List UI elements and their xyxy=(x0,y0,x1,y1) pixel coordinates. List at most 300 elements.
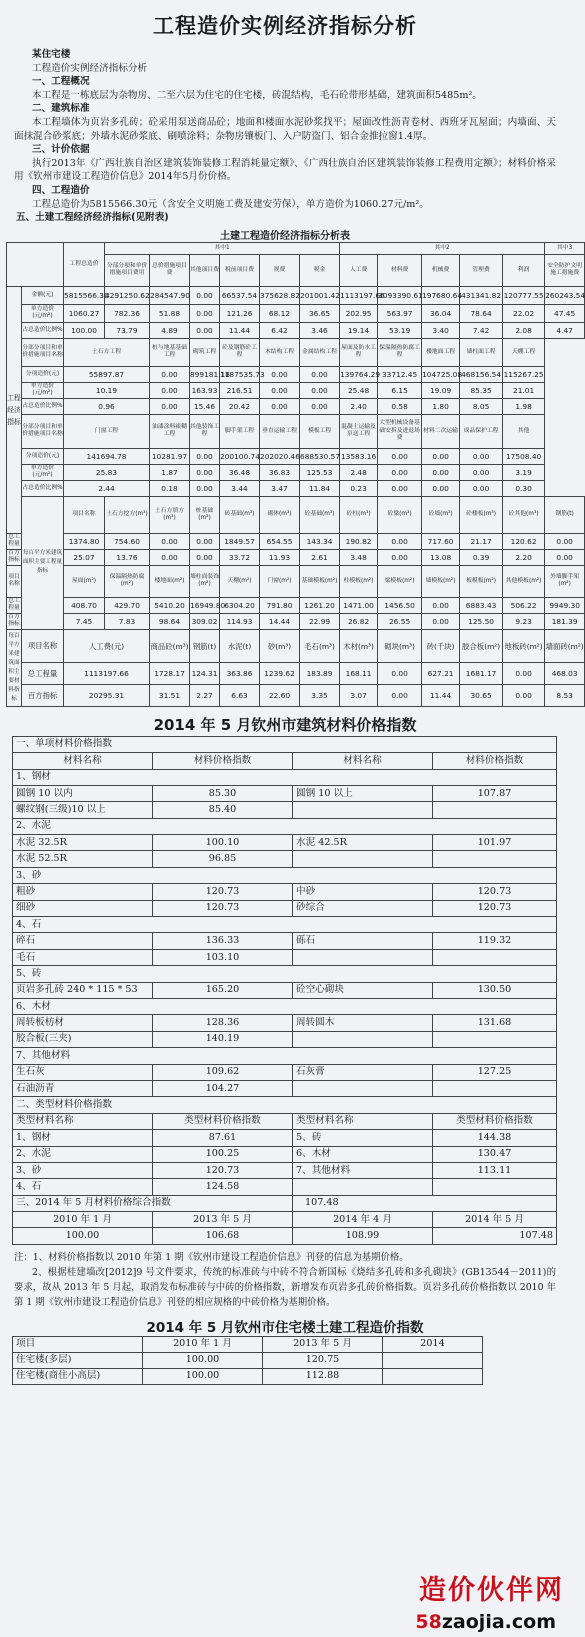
item-name: 砼其他(m³) xyxy=(503,496,545,533)
section-row: 一、单项材料价格指数 xyxy=(13,736,557,752)
table-cell: 68.12 xyxy=(260,304,300,322)
header-cell: 材料费 xyxy=(378,254,422,286)
material-index: 120.73 xyxy=(153,900,293,916)
table-cell: 9.23 xyxy=(503,613,545,629)
material-name: 周转板枋材 xyxy=(13,1015,153,1031)
category-row: 6、木材 xyxy=(13,998,557,1014)
material-index: 136.33 xyxy=(153,933,293,949)
period-header: 2010 年 1 月 xyxy=(13,1212,153,1228)
table-cell: 0.00 xyxy=(150,533,190,549)
material-index: 104.27 xyxy=(153,1080,293,1096)
table-cell: 0.00 xyxy=(260,366,300,382)
table-cell: 0.30 xyxy=(503,480,545,496)
table-cell: 190.82 xyxy=(340,533,378,549)
table-cell: 200100.74 xyxy=(220,448,260,464)
table-row xyxy=(7,338,585,366)
item-name: 土石方填方(m³) xyxy=(150,496,190,533)
table-row xyxy=(13,982,557,998)
table-cell: 197680.64 xyxy=(422,286,460,304)
header-cell: 其中3 xyxy=(545,242,585,254)
table-cell: 36.83 xyxy=(260,464,300,480)
header-cell: 材料价格指数 xyxy=(433,753,557,769)
material-index: 100.25 xyxy=(153,1146,293,1162)
category-row: 3、砂 xyxy=(13,867,557,883)
table-cell: 30.65 xyxy=(460,685,503,707)
table-cell: 100.00 xyxy=(64,322,105,338)
table-cell: 0.39 xyxy=(460,549,503,565)
material-name: 细砂 xyxy=(13,900,153,916)
table-cell: 563.97 xyxy=(378,304,422,322)
table-cell: 25.48 xyxy=(340,382,378,398)
header-cell: 其中2 xyxy=(340,242,545,254)
table-cell: 104725.08 xyxy=(422,366,460,382)
intro-subtitle: 工程造价实例经济指标分析 xyxy=(32,62,148,74)
table-cell: 0.00 xyxy=(190,533,220,549)
item-name: 混凝土运输及泵送工程 xyxy=(340,414,378,448)
table-cell: 114.93 xyxy=(220,613,260,629)
table-cell: 201001.42 xyxy=(300,286,340,304)
material-name: 粗砂 xyxy=(13,884,153,900)
material-index: 124.58 xyxy=(153,1179,293,1195)
project-name: 某住宅楼 xyxy=(32,49,71,60)
row-label: 项目名称 xyxy=(22,629,64,663)
item-name: 成品保护工程 xyxy=(460,414,503,448)
table-cell: 5815566.30 xyxy=(64,286,105,304)
material-index: 165.20 xyxy=(153,982,293,998)
table-row xyxy=(13,736,557,752)
item-name: 胶合板(m²) xyxy=(460,629,503,663)
item-name: 桩基础(m³) xyxy=(190,496,220,533)
table-cell: 36.04 xyxy=(422,304,460,322)
category-row: 4、石 xyxy=(13,917,557,933)
item-name: 墙面砖(m²) xyxy=(545,629,585,663)
table-cell: 73.79 xyxy=(105,322,150,338)
row-label: 项目名称 xyxy=(7,565,22,597)
table-cell: 0.00 xyxy=(190,480,220,496)
material-name: 水泥 52.5R xyxy=(13,851,153,867)
table-cell: 14.44 xyxy=(260,613,300,629)
header-cell: 类型材料价格指数 xyxy=(153,1113,293,1129)
period-value: 107.48 xyxy=(433,1228,557,1244)
material-name: 石油沥青 xyxy=(13,1080,153,1096)
table-row xyxy=(13,1048,557,1064)
row-label: 分部分项目和单价措施项目名称 xyxy=(22,414,64,448)
item-name: 木材(m³) xyxy=(340,629,378,663)
table-cell: 120777.55 xyxy=(503,286,545,304)
item-name: 天棚工程 xyxy=(503,338,545,366)
table-cell: 125.50 xyxy=(460,613,503,629)
material-index: 85.30 xyxy=(153,785,293,801)
section-text-4: 工程总造价为5815566.30元（含安全文明施工费及建安劳保），单方造价为1060.27元/m²。 xyxy=(32,198,429,210)
material-name: 毛石 xyxy=(13,949,153,965)
row-label: 总工程量 xyxy=(8,598,20,612)
table-cell: 0.00 xyxy=(150,382,190,398)
material-name: 圆钢 10 以上 xyxy=(293,785,433,801)
table-row xyxy=(7,533,585,549)
table-cell: 3.46 xyxy=(300,322,340,338)
page-title: 工程造价实例经济指标分析 xyxy=(153,14,417,38)
table-row xyxy=(13,1212,557,1228)
material-name: 1、钢材 xyxy=(13,1130,153,1146)
table-cell: 431341.82 xyxy=(460,286,503,304)
table-cell: 13.08 xyxy=(422,549,460,565)
materials-table xyxy=(12,736,557,1245)
section-text-2: 本工程墙体为页岩多孔砖；砼采用泵送商品砼；地面和楼面水泥砂浆找平；屋面改性沥青卷材、西班牙瓦屋面；内墙面、天面抹混合砂浆底；外墙水泥砂浆底、刷喷涂料；杂物房镶板门、入户防盗门、铝合金推拉窗1.4厚。 xyxy=(14,116,556,142)
residential-index-table xyxy=(12,1336,483,1385)
table-cell: 309.02 xyxy=(190,613,220,629)
period-value: 100.00 xyxy=(13,1228,153,1244)
period-header: 2013 年 5 月 xyxy=(153,1212,293,1228)
header-cell: 机械费 xyxy=(422,254,460,286)
table-cell: 1681.17 xyxy=(460,663,503,685)
item-name: 柱模板(m²) xyxy=(340,565,378,597)
table-cell: 0.00 xyxy=(150,549,190,565)
index-value: 112.88 xyxy=(263,1368,383,1384)
table-row xyxy=(13,802,557,818)
table-cell: 2.40 xyxy=(340,398,378,414)
table-row xyxy=(13,1097,557,1113)
table-row xyxy=(7,286,585,304)
table-cell: 7.83 xyxy=(105,613,150,629)
item-name: 钢筋(t) xyxy=(190,629,220,663)
table-cell: 0.00 xyxy=(545,533,585,549)
table-cell: 688530.57 xyxy=(300,448,340,464)
table-cell: 1471.00 xyxy=(340,597,378,613)
table-row xyxy=(7,242,585,254)
table-cell: 47.45 xyxy=(545,304,585,322)
item-name: 天棚(m²) xyxy=(220,565,260,597)
table-cell: 8.05 xyxy=(460,398,503,414)
table-cell: 124.31 xyxy=(190,663,220,685)
material-name xyxy=(293,1031,433,1047)
table-row xyxy=(13,1336,483,1352)
table-cell: 3.44 xyxy=(220,480,260,496)
material-name: 胶合板(三夹) xyxy=(13,1031,153,1047)
section-heading-4: 四、工程造价 xyxy=(32,184,90,196)
table-cell: 121.26 xyxy=(220,304,260,322)
table-row xyxy=(7,663,585,685)
material-index: 100.10 xyxy=(153,835,293,851)
period-value: 106.68 xyxy=(153,1228,293,1244)
table-row xyxy=(13,1352,483,1368)
material-name: 生石灰 xyxy=(13,1064,153,1080)
material-index: 85.40 xyxy=(153,802,293,818)
table-cell: 6883.43 xyxy=(460,597,503,613)
table-cell: 0.00 xyxy=(300,398,340,414)
index-value: 100.00 xyxy=(143,1352,263,1368)
item-name: 楼地面(m²) xyxy=(150,565,190,597)
table-cell: 0.00 xyxy=(378,685,422,707)
header-cell: 项目 xyxy=(13,1336,143,1352)
table-cell: 0.00 xyxy=(190,464,220,480)
category-row: 2、水泥 xyxy=(13,818,557,834)
table-cell: 1374.80 xyxy=(64,533,105,549)
watermark-url-b: zaojia.com xyxy=(441,1611,556,1633)
material-index: 120.73 xyxy=(153,884,293,900)
category-row: 7、其他材料 xyxy=(13,1048,557,1064)
table-cell: 120.62 xyxy=(503,533,545,549)
table-cell: 0.00 xyxy=(460,464,503,480)
table-row xyxy=(13,1228,557,1244)
item-name: 墙柱面装饰(m²) xyxy=(190,565,220,597)
item-name: 砼墙(m³) xyxy=(422,496,460,533)
row-label: 总工程量 xyxy=(8,534,20,548)
item-name: 其他装饰工程 xyxy=(190,414,220,448)
note-2: 2、根据桂建墙改[2012]9 号文件要求，传统的标准砖与中砖不符合新国标《烧结多孔砖和多孔砌块》(GB13544－2011)的要求，故从 2013 年 5 月起，取消发布标准砖与中砖的价格指数，新增发布页岩多孔砖价格指数。页岩多孔砖价格指数以 2010 年第 1 期《钦州市建设工程造价信息》刊登的相应规格的中砖价格为基期价格。 xyxy=(14,1266,556,1308)
row-side-label: 每百平方米建筑面积主要工程量指标 xyxy=(22,496,64,629)
table-cell: 0.00 xyxy=(190,304,220,322)
table-cell: 168.11 xyxy=(340,663,378,685)
material-index xyxy=(433,949,557,965)
index-value: 120.75 xyxy=(263,1352,383,1368)
material-name: 砼空心砌块 xyxy=(293,982,433,998)
table-cell: 284547.90 xyxy=(150,286,190,304)
table-cell: 260243.54 xyxy=(545,286,585,304)
watermark-url-a: 58 xyxy=(415,1611,442,1633)
item-name: 砼梁(m³) xyxy=(378,496,422,533)
table-row xyxy=(13,1162,557,1178)
table-row xyxy=(7,613,585,629)
table-cell: 6.15 xyxy=(378,382,422,398)
table-cell: 0.00 xyxy=(378,448,422,464)
item-name: 水泥(t) xyxy=(220,629,260,663)
table-cell: 7.45 xyxy=(64,613,105,629)
material-index: 144.38 xyxy=(433,1130,557,1146)
period-header: 2014 年 4 月 xyxy=(293,1212,433,1228)
item-name: 墙模板(m²) xyxy=(422,565,460,597)
table-row xyxy=(7,549,585,565)
table-cell: 36.65 xyxy=(300,304,340,322)
table-cell: 7.42 xyxy=(460,322,503,338)
table-row xyxy=(13,1064,557,1080)
section-text-1: 本工程是一栋底层为杂物房、二至六层为住宅的住宅楼，砖混结构，毛石砼带形基础，建筑面积5485m²。 xyxy=(32,89,482,101)
table-cell: 6304.20 xyxy=(220,597,260,613)
material-name xyxy=(293,949,433,965)
table-cell: 3.48 xyxy=(340,549,378,565)
table-cell: 654.55 xyxy=(260,533,300,549)
table-cell: 21.17 xyxy=(460,533,503,549)
table-cell: 20295.31 xyxy=(64,685,150,707)
econ-table xyxy=(6,242,585,707)
table-row xyxy=(13,933,557,949)
header-cell: 管理费 xyxy=(460,254,503,286)
table-row xyxy=(13,900,557,916)
header-cell: 总价措施项目费 xyxy=(150,254,190,286)
table-cell: 5410.20 xyxy=(150,597,190,613)
row-label: 百方指标 xyxy=(22,685,64,707)
table-cell: 0.00 xyxy=(422,448,460,464)
table-cell: 408.70 xyxy=(64,597,105,613)
table-cell: 0.00 xyxy=(503,685,545,707)
table-cell: 3.19 xyxy=(503,464,545,480)
material-name: 3、砂 xyxy=(13,1162,153,1178)
table-cell: 11.93 xyxy=(260,549,300,565)
table-cell: 1.87 xyxy=(150,464,190,480)
table-cell: 66537.54 xyxy=(220,286,260,304)
table-cell: 22.02 xyxy=(503,304,545,322)
table-cell: 85.35 xyxy=(460,382,503,398)
item-name: 保温隔热防腐(m²) xyxy=(105,565,150,597)
table-cell: 15.46 xyxy=(190,398,220,414)
table-row xyxy=(13,949,557,965)
table-cell: 0.00 xyxy=(300,382,340,398)
material-index xyxy=(433,1031,557,1047)
table-cell: 0.00 xyxy=(378,533,422,549)
table-cell: 22.99 xyxy=(300,613,340,629)
item-name: 金属结构工程 xyxy=(300,338,340,366)
row-side-label: 工程经济指标 xyxy=(7,286,22,533)
section-row: 二、类型材料价格指数 xyxy=(13,1097,557,1113)
section-heading-2: 二、建筑标准 xyxy=(32,103,90,115)
header-cell: 类型材料名称 xyxy=(13,1113,153,1129)
row-label: 占总造价比例% xyxy=(22,322,64,338)
table-cell: 754.60 xyxy=(105,533,150,549)
period-value: 108.99 xyxy=(293,1228,433,1244)
table-cell: 3.35 xyxy=(300,685,340,707)
item-name: 砖(千块) xyxy=(422,629,460,663)
item-name: 钢筋(t) xyxy=(545,496,585,533)
material-index: 120.73 xyxy=(433,900,557,916)
material-name: 砾石 xyxy=(293,933,433,949)
building-type: 住宅楼(商住小高层) xyxy=(13,1368,143,1384)
notes xyxy=(0,1245,570,1310)
material-name: 砂综合 xyxy=(293,900,433,916)
table-cell: 11.84 xyxy=(300,480,340,496)
item-name: 保温隔热防腐工程 xyxy=(378,338,422,366)
table-cell: 125.53 xyxy=(300,464,340,480)
item-name: 地板砖(m²) xyxy=(503,629,545,663)
header-cell: 材料价格指数 xyxy=(153,753,293,769)
table-cell: 13.76 xyxy=(105,549,150,565)
table-row xyxy=(7,464,585,480)
index-value xyxy=(383,1352,483,1368)
table-row xyxy=(7,685,585,707)
table-cell: 0.00 xyxy=(260,382,300,398)
table-cell: 202.95 xyxy=(340,304,378,322)
header-cell: 类型材料名称 xyxy=(293,1113,433,1129)
table-cell: 782.36 xyxy=(105,304,150,322)
table-cell: 1456.50 xyxy=(378,597,422,613)
table-row xyxy=(13,1368,483,1384)
section-text-3: 执行2013年《广西壮族自治区建筑装饰装修工程消耗量定额》、《广西壮族自治区建筑装饰装修工程费用定额》；材料价格采用《钦州市建设工程造价信息》2014年5月份价格。 xyxy=(14,157,556,183)
material-index: 119.32 xyxy=(433,933,557,949)
material-name: 中砂 xyxy=(293,884,433,900)
table-row xyxy=(13,884,557,900)
row-label: 分项造价(元) xyxy=(22,366,64,382)
material-name: 碎石 xyxy=(13,933,153,949)
table-row xyxy=(13,1015,557,1031)
table-row xyxy=(13,1031,557,1047)
material-name xyxy=(293,851,433,867)
table-cell: 2.08 xyxy=(503,322,545,338)
section-heading-1: 一、工程概况 xyxy=(32,76,90,88)
section-heading-5: 五、土建工程经济经济指标(见附表) xyxy=(16,212,169,224)
item-name: 板模板(m²) xyxy=(460,565,503,597)
table-row xyxy=(13,753,557,769)
item-name: 门窗工程 xyxy=(64,414,150,448)
header-cell: 其他项目费 xyxy=(190,254,220,286)
table-row xyxy=(7,565,585,597)
table-row xyxy=(13,966,557,982)
item-name: 土石方挖方(m³) xyxy=(105,496,150,533)
table-cell: 31.51 xyxy=(150,685,190,707)
table-row xyxy=(13,1179,557,1195)
table-cell: 98.64 xyxy=(150,613,190,629)
table-cell: 3.40 xyxy=(422,322,460,338)
material-index: 103.10 xyxy=(153,949,293,965)
table-cell: 78.64 xyxy=(460,304,503,322)
header-cell: 2013 年 5 月 xyxy=(263,1336,383,1352)
material-name: 圆钢 10 以内 xyxy=(13,785,153,801)
item-name: 外墙脚手架(m²) xyxy=(545,565,585,597)
row-label: 占总造价比例% xyxy=(22,398,64,414)
item-name: 屋面及防水工程 xyxy=(340,338,378,366)
table-cell: 9949.30 xyxy=(545,597,585,613)
table-row xyxy=(13,998,557,1014)
item-name: 商品砼(m³) xyxy=(150,629,190,663)
item-name: 大型机械设备基础安拆及进退场费 xyxy=(378,414,422,448)
item-name: 木结构工程 xyxy=(260,338,300,366)
table-cell: 11.44 xyxy=(220,322,260,338)
table-row xyxy=(7,382,585,398)
table-cell: 0.58 xyxy=(378,398,422,414)
item-name: 砖基础(m³) xyxy=(220,496,260,533)
material-name: 周转圆木 xyxy=(293,1015,433,1031)
table-cell xyxy=(7,242,64,286)
row-label: 总工程量 xyxy=(22,663,64,685)
table-cell: 2.27 xyxy=(190,685,220,707)
material-index: 107.87 xyxy=(433,785,557,801)
header-cell: 分部分项和单价措施项目费用 xyxy=(105,254,150,286)
table-row xyxy=(13,1080,557,1096)
table-cell: 1060.27 xyxy=(64,304,105,322)
material-index: 140.19 xyxy=(153,1031,293,1047)
table-cell: 1849.57 xyxy=(220,533,260,549)
table-cell: 791.80 xyxy=(260,597,300,613)
table-cell: 3.47 xyxy=(260,480,300,496)
table-row xyxy=(13,1146,557,1162)
table-cell: 0.00 xyxy=(378,480,422,496)
table-cell: 0.00 xyxy=(378,549,422,565)
table-row xyxy=(7,496,585,533)
table-cell: 899181.18 xyxy=(190,366,220,382)
material-name: 螺纹钢(三级)10 以上 xyxy=(13,802,153,818)
table-cell: 0.00 xyxy=(260,398,300,414)
table-cell: 33.72 xyxy=(220,549,260,565)
header-cell: 类型材料价格指数 xyxy=(433,1113,557,1129)
table-cell: 2.61 xyxy=(300,549,340,565)
table-cell: 216.51 xyxy=(220,382,260,398)
table-cell: 22.60 xyxy=(260,685,300,707)
table-cell: 20.42 xyxy=(220,398,260,414)
table-cell: 0.00 xyxy=(150,366,190,382)
item-name: 其他 xyxy=(503,414,545,448)
table-row xyxy=(13,769,557,785)
header-cell: 人工费 xyxy=(340,254,378,286)
material-index: 130.47 xyxy=(433,1146,557,1162)
material-name: 水泥 32.5R xyxy=(13,835,153,851)
table-cell: 0.96 xyxy=(64,398,150,414)
table-cell: 506.22 xyxy=(503,597,545,613)
material-index xyxy=(433,851,557,867)
material-index: 87.61 xyxy=(153,1130,293,1146)
header-cell: 2010 年 1 月 xyxy=(143,1336,263,1352)
note-1: 注：1、材料价格指数以 2010 年第 1 期《钦州市建设工程造价信息》刊登的信息为基期价格。 xyxy=(14,1251,409,1263)
row-label: 单方造价(元/m²) xyxy=(22,464,64,480)
table-row xyxy=(7,322,585,338)
table-cell: 0.00 xyxy=(422,464,460,480)
row-label: 金额(元) xyxy=(22,286,64,304)
